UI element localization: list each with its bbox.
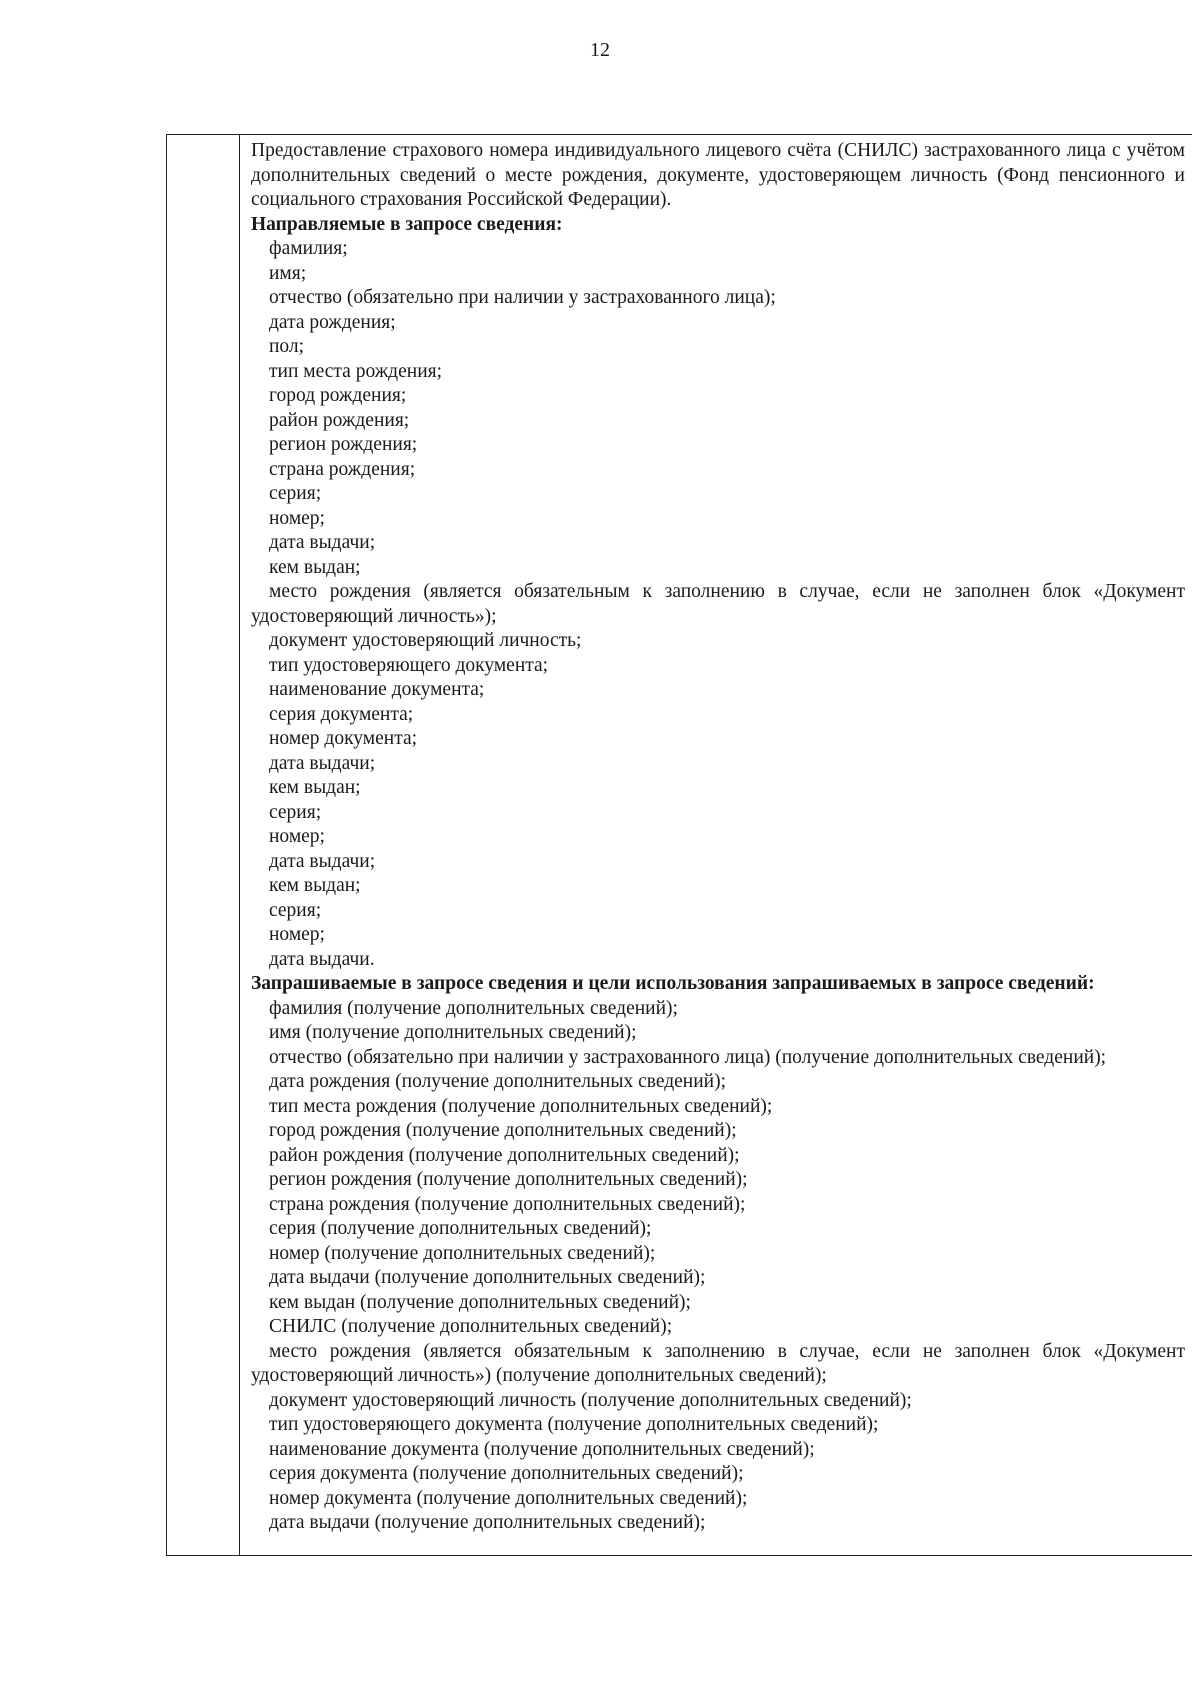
sent-data-item: имя; — [269, 262, 307, 284]
requested-data-list-c — [251, 1389, 1185, 1536]
requested-data-item: номер документа (получение дополнительных сведений); — [269, 1487, 748, 1509]
sent-data-item: наименование документа; — [269, 679, 485, 700]
sent-data-item: дата выдачи; — [269, 532, 376, 553]
requested-data-item: дата выдачи (получение дополнительных сведений); — [269, 1267, 706, 1288]
requested-data-item: дата выдачи (получение дополнительных сведений); — [269, 1512, 706, 1533]
sent-data-item: серия; — [269, 801, 322, 823]
requested-data-item: регион рождения (получение дополнительных сведений); — [269, 1169, 748, 1190]
table-column-divider — [239, 135, 240, 1555]
sent-data-item: кем выдан; — [269, 777, 361, 798]
table-content-cell — [251, 139, 1185, 1536]
sent-data-item: тип места рождения; — [269, 360, 443, 382]
sent-data-item-birthplace: место рождения (является обязательным к заполнению в случае, если не заполнен блок «Документ удостоверяющий личность»); — [251, 581, 1185, 627]
sent-data-item: номер; — [269, 924, 325, 945]
requested-data-item: страна рождения (получение дополнительных сведений); — [269, 1193, 746, 1215]
sent-data-list-a — [251, 237, 1185, 580]
requested-data-item: имя (получение дополнительных сведений); — [269, 1022, 637, 1043]
requested-data-heading: Запрашиваемые в запросе сведения и цели использования запрашиваемых в запросе сведений: — [251, 973, 1095, 994]
requested-data-item: наименование документа (получение дополнительных сведений); — [269, 1438, 815, 1460]
requested-data-item-patronymic: отчество (обязательно при наличии у застрахованного лица) (получение дополнительных сведений); — [269, 1046, 1107, 1068]
sent-data-item: регион рождения; — [269, 434, 418, 455]
requested-data-item: СНИЛС (получение дополнительных сведений); — [269, 1316, 673, 1337]
sent-data-item: серия документа; — [269, 703, 414, 725]
sent-data-item: номер документа; — [269, 728, 418, 749]
sent-data-item: город рождения; — [269, 385, 407, 406]
requested-data-item: тип места рождения (получение дополнительных сведений); — [269, 1095, 773, 1117]
sent-data-item: дата рождения; — [269, 311, 396, 333]
requested-data-item: город рождения (получение дополнительных сведений); — [269, 1120, 737, 1141]
requested-data-item: фамилия (получение дополнительных сведений); — [269, 997, 678, 1019]
requested-data-item: район рождения (получение дополнительных сведений); — [269, 1144, 740, 1166]
sent-data-item: страна рождения; — [269, 458, 416, 480]
sent-data-item: тип удостоверяющего документа; — [269, 654, 549, 676]
requested-data-item: документ удостоверяющий личность (получение дополнительных сведений); — [269, 1389, 912, 1411]
sent-data-item: фамилия; — [269, 238, 348, 259]
sent-data-item: номер; — [269, 826, 325, 847]
sent-data-item: серия; — [269, 899, 322, 921]
sent-data-item: район рождения; — [269, 409, 410, 431]
requested-data-item-birthplace: место рождения (является обязательным к заполнению в случае, если не заполнен блок «Документ удостоверяющий личность») (получение дополнительных сведений); — [251, 1340, 1185, 1386]
sent-data-item: дата выдачи; — [269, 850, 376, 872]
sent-data-item: документ удостоверяющий личность; — [269, 630, 582, 651]
sent-data-item: номер; — [269, 507, 325, 529]
requested-data-item: кем выдан (получение дополнительных сведений); — [269, 1291, 691, 1313]
sent-data-item: кем выдан; — [269, 556, 361, 578]
requested-data-item: серия (получение дополнительных сведений); — [269, 1218, 652, 1239]
sent-data-item: дата выдачи; — [269, 752, 376, 774]
sent-data-item: дата выдачи. — [269, 948, 375, 970]
requested-data-item: тип удостоверяющего документа (получение дополнительных сведений); — [269, 1414, 879, 1435]
requested-data-list-b — [251, 1070, 1185, 1340]
sent-data-item: серия; — [269, 483, 322, 504]
sent-data-list-b — [251, 629, 1185, 972]
sent-data-item: пол; — [269, 336, 305, 357]
requested-data-item: серия документа (получение дополнительных сведений); — [269, 1463, 744, 1484]
document-table — [166, 134, 1192, 1556]
sent-data-item: отчество (обязательно при наличии у застрахованного лица); — [269, 287, 776, 308]
requested-data-item: дата рождения (получение дополнительных сведений); — [269, 1071, 727, 1092]
page-number: 12 — [590, 39, 610, 61]
requested-data-item: номер (получение дополнительных сведений); — [269, 1242, 656, 1264]
sent-data-heading: Направляемые в запросе сведения: — [251, 213, 563, 235]
requested-data-list-a — [251, 997, 1185, 1046]
service-description: Предоставление страхового номера индивидуального лицевого счёта (СНИЛС) застрахованного лица с учётом дополнительных сведений о месте рождения, документе, удостоверяющем личность (Фонд пенсионного и социального страхования Российской Федерации). — [251, 140, 1185, 210]
sent-data-item: кем выдан; — [269, 875, 361, 896]
